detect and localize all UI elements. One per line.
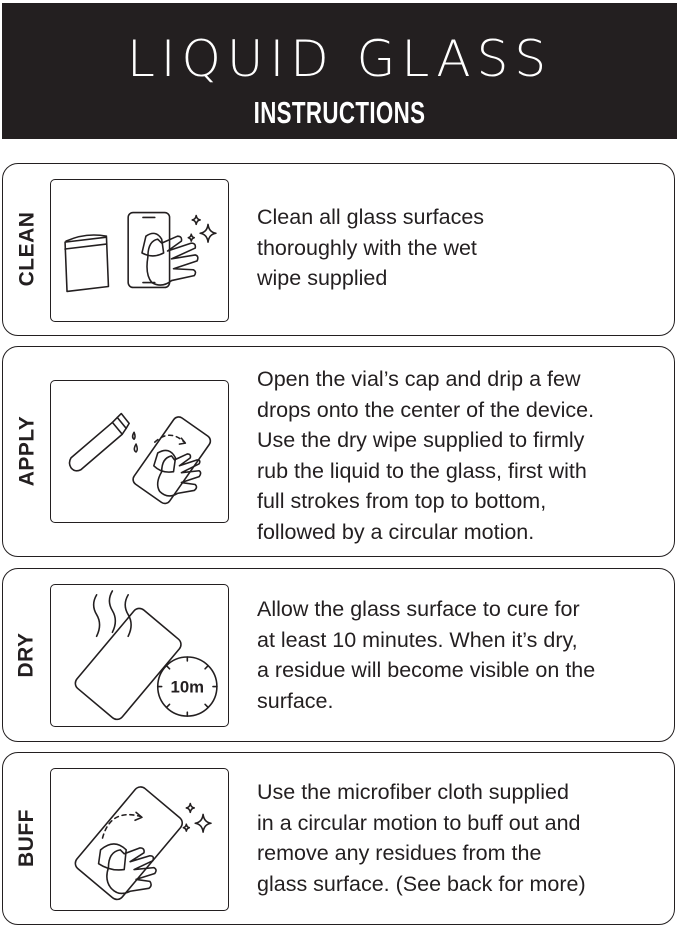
header-banner (2, 3, 677, 139)
phone-wipe-sparkle-icon (51, 180, 228, 321)
vial-drip-phone-icon (51, 381, 228, 522)
step-description: Clean all glass surfaces thoroughly with the wet wipe supplied (257, 205, 485, 290)
step-description: Allow the glass surface to cure for at least 10 minutes. When it’s dry, a residue will become visible on the surface. (257, 597, 596, 713)
step-buff (2, 752, 675, 925)
step-clean (2, 163, 675, 336)
step-label: APPLY (15, 415, 38, 487)
step-label: CLEAN (15, 211, 38, 287)
phone-cloth-buff-icon (51, 769, 228, 910)
step-label: BUFF (15, 809, 38, 867)
phone-timer-icon (73, 591, 217, 722)
step-icon-frame (50, 179, 229, 322)
step-description: Open the vial’s cap and drip a few drops onto the center of the device. Use the dry wipe supplied to firmly rub the liquid to the glass, first with full strokes from top to bottom, followed by a circular motion. (257, 367, 595, 544)
step-apply (2, 346, 675, 557)
step-description: Use the microfiber cloth supplied in a circular motion to buff out and remove any residues from the glass surface. (See back for more) (257, 780, 586, 896)
step-label: DRY (15, 631, 38, 678)
step-icon-frame (50, 380, 229, 523)
step-dry (2, 568, 675, 742)
page-subtitle: INSTRUCTIONS (253, 95, 426, 130)
step-icon-frame (50, 768, 229, 911)
brand-title: LIQUID GLASS (126, 30, 553, 88)
step-icon-frame (50, 584, 229, 727)
timer-label: 10m (170, 677, 205, 697)
